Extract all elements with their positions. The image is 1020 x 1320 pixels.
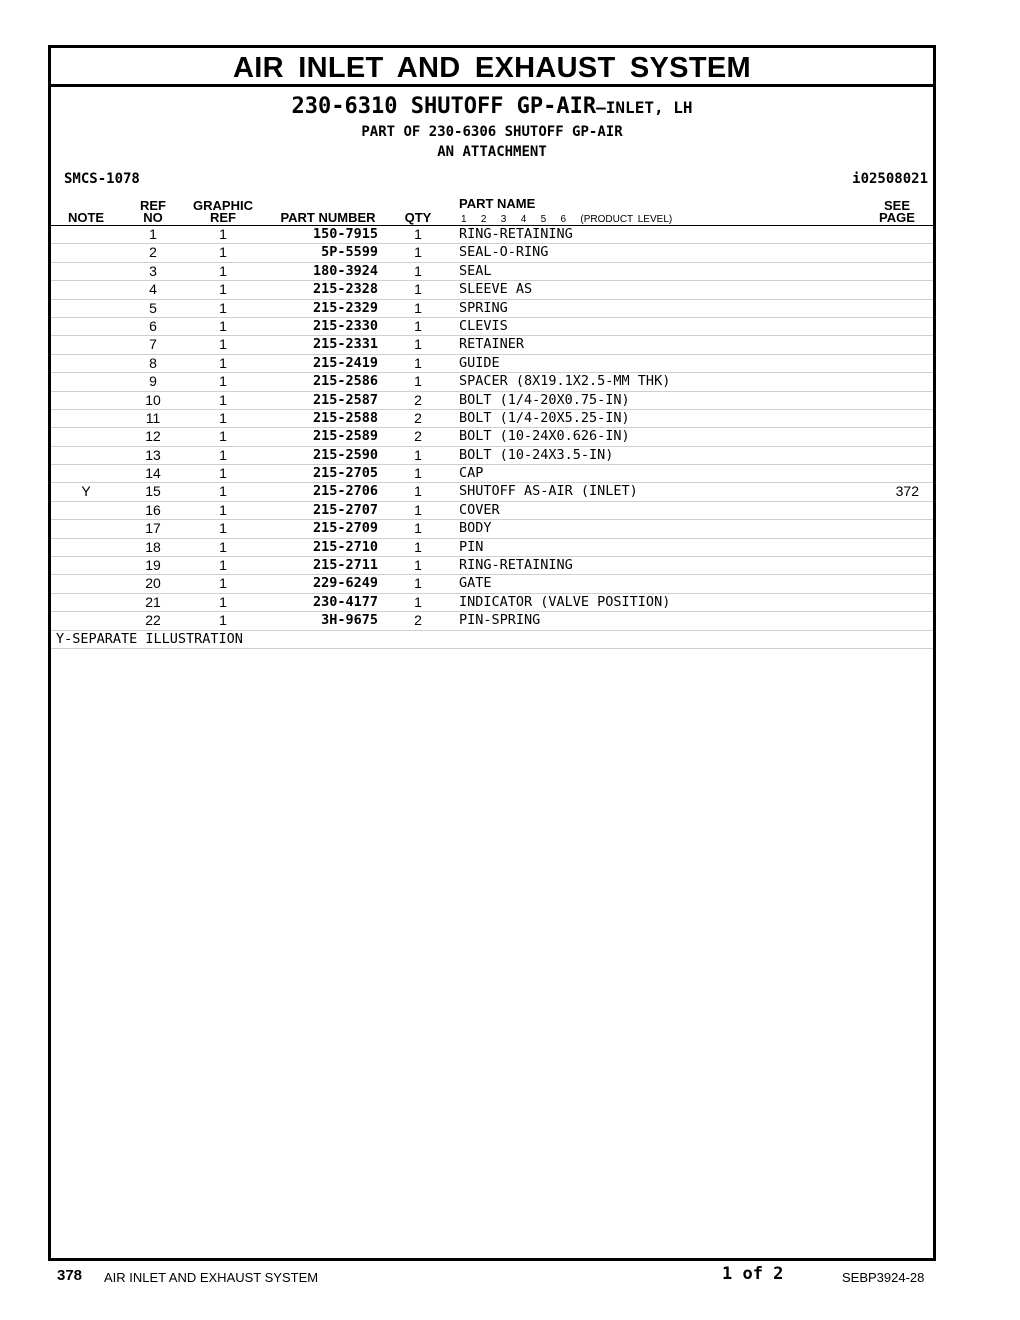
graphic-ref-cell: 1 xyxy=(219,262,227,279)
part-name-cell: SEAL xyxy=(459,262,492,279)
ref-no-cell: 18 xyxy=(145,538,161,555)
group-suffix: —INLET, LH xyxy=(596,98,693,117)
part-name-cell: SPRING xyxy=(459,299,508,316)
footer-page-number: 378 xyxy=(57,1267,83,1284)
section-title-bar xyxy=(51,48,933,87)
table-row xyxy=(51,226,933,244)
table-row xyxy=(51,336,933,354)
table-row xyxy=(51,263,933,281)
col-ref-bottom: NO xyxy=(143,210,163,225)
group-title xyxy=(51,94,933,121)
see-page-cell: 372 xyxy=(895,483,919,500)
ref-no-cell: 15 xyxy=(145,483,161,500)
graphic-ref-cell: 1 xyxy=(219,575,227,592)
part-number-cell: 215-2590 xyxy=(312,446,378,463)
col-qty: QTY xyxy=(404,210,432,225)
graphic-ref-cell: 1 xyxy=(219,446,227,463)
graphic-ref-cell: 1 xyxy=(219,373,227,390)
part-number-cell: 215-2589 xyxy=(312,428,378,445)
graphic-ref-cell: 1 xyxy=(219,501,227,518)
ref-no-cell: 11 xyxy=(145,409,161,426)
ref-no-cell: 20 xyxy=(145,575,161,592)
ref-no-cell: 4 xyxy=(149,281,157,298)
part-of-line: PART OF 230-6306 SHUTOFF GP-AIR xyxy=(361,124,623,140)
qty-cell: 1 xyxy=(414,520,422,537)
part-number-cell: 215-2709 xyxy=(312,520,378,537)
graphic-ref-cell: 1 xyxy=(219,299,227,316)
qty-cell: 2 xyxy=(414,612,422,629)
ref-no-cell: 2 xyxy=(149,244,157,261)
page-footer xyxy=(0,1266,1020,1288)
part-name-cell: COVER xyxy=(459,501,500,518)
table-row xyxy=(51,318,933,336)
part-name-cell: CLEVIS xyxy=(459,317,508,334)
graphic-ref-cell: 1 xyxy=(219,483,227,500)
part-number-cell: 3H-9675 xyxy=(321,612,378,629)
part-number-cell: 215-2419 xyxy=(312,354,378,371)
qty-cell: 1 xyxy=(414,226,422,242)
table-row xyxy=(51,300,933,318)
graphic-ref-cell: 1 xyxy=(219,244,227,261)
table-row xyxy=(51,373,933,391)
part-number-cell: 180-3924 xyxy=(312,262,378,279)
table-row xyxy=(51,612,933,630)
table-row xyxy=(51,557,933,575)
part-name-cell: SPACER (8X19.1X2.5-MM THK) xyxy=(459,373,671,390)
graphic-ref-cell: 1 xyxy=(219,612,227,629)
part-number-cell: 150-7915 xyxy=(312,226,378,242)
part-number-cell: 5P-5599 xyxy=(321,244,378,261)
graphic-ref-cell: 1 xyxy=(219,317,227,334)
table-row xyxy=(51,355,933,373)
part-name-cell: PIN-SPRING xyxy=(459,612,541,629)
ref-no-cell: 19 xyxy=(145,557,161,574)
part-name-cell: INDICATOR (VALVE POSITION) xyxy=(459,593,671,610)
col-part-number: PART NUMBER xyxy=(280,210,376,225)
qty-cell: 1 xyxy=(414,244,422,261)
attachment-line: AN ATTACHMENT xyxy=(437,144,547,160)
group-number: 230-6310 xyxy=(291,94,398,119)
col-product-level: 1 2 3 4 5 6 (PRODUCT LEVEL) xyxy=(461,214,673,225)
table-row xyxy=(51,502,933,520)
ref-no-cell: 5 xyxy=(149,299,157,316)
footer-page-of: 1 of 2 xyxy=(722,1264,784,1284)
part-name-cell: SHUTOFF AS-AIR (INLET) xyxy=(459,483,638,500)
part-number-cell: 215-2710 xyxy=(312,538,378,555)
table-row xyxy=(51,244,933,262)
qty-cell: 1 xyxy=(414,317,422,334)
ref-no-cell: 1 xyxy=(149,226,157,242)
part-number-cell: 215-2706 xyxy=(312,483,378,500)
graphic-ref-cell: 1 xyxy=(219,465,227,482)
part-number-cell: 215-2711 xyxy=(312,557,378,574)
col-part-name: PART NAME xyxy=(459,196,536,211)
part-number-cell: 215-2330 xyxy=(312,317,378,334)
qty-cell: 1 xyxy=(414,501,422,518)
part-name-cell: BODY xyxy=(459,520,492,537)
graphic-ref-cell: 1 xyxy=(219,557,227,574)
qty-cell: 1 xyxy=(414,281,422,298)
part-name-cell: BOLT (1/4-20X5.25-IN) xyxy=(459,409,630,426)
ref-no-cell: 10 xyxy=(145,391,161,408)
table-row xyxy=(51,428,933,446)
part-name-cell: CAP xyxy=(459,465,484,482)
page-frame xyxy=(48,45,936,1261)
part-name-cell: BOLT (1/4-20X0.75-IN) xyxy=(459,391,630,408)
table-row xyxy=(51,483,933,501)
graphic-ref-cell: 1 xyxy=(219,391,227,408)
qty-cell: 1 xyxy=(414,575,422,592)
graphic-ref-cell: 1 xyxy=(219,593,227,610)
col-graphic-bottom: REF xyxy=(210,210,236,225)
part-name-cell: SLEEVE AS xyxy=(459,281,533,298)
part-name-cell: RETAINER xyxy=(459,336,525,353)
table-row xyxy=(51,594,933,612)
part-name-cell: GUIDE xyxy=(459,354,500,371)
ref-no-cell: 6 xyxy=(149,317,157,334)
graphic-ref-cell: 1 xyxy=(219,226,227,242)
parts-table xyxy=(51,226,933,649)
ref-no-cell: 7 xyxy=(149,336,157,353)
qty-cell: 1 xyxy=(414,557,422,574)
table-row xyxy=(51,392,933,410)
illustration-id: i02508021 xyxy=(852,171,928,187)
qty-cell: 1 xyxy=(414,446,422,463)
part-name-cell: PIN xyxy=(459,538,484,555)
table-row xyxy=(51,410,933,428)
qty-cell: 1 xyxy=(414,336,422,353)
qty-cell: 2 xyxy=(414,391,422,408)
qty-cell: 1 xyxy=(414,538,422,555)
part-number-cell: 230-4177 xyxy=(312,593,378,610)
footer-doc-id: SEBP3924-28 xyxy=(842,1270,925,1285)
note-cell: Y xyxy=(81,483,91,500)
part-number-cell: 229-6249 xyxy=(312,575,378,592)
qty-cell: 1 xyxy=(414,373,422,390)
qty-cell: 1 xyxy=(414,354,422,371)
group-name: SHUTOFF GP-AIR xyxy=(410,94,597,119)
qty-cell: 2 xyxy=(414,409,422,426)
part-name-cell: BOLT (10-24X3.5-IN) xyxy=(459,446,614,463)
table-row xyxy=(51,539,933,557)
part-name-cell: SEAL-O-RING xyxy=(459,244,549,261)
graphic-ref-cell: 1 xyxy=(219,281,227,298)
part-number-cell: 215-2329 xyxy=(312,299,378,316)
qty-cell: 2 xyxy=(414,428,422,445)
ref-no-cell: 16 xyxy=(145,501,161,518)
ref-no-cell: 22 xyxy=(145,612,161,629)
ref-no-cell: 17 xyxy=(145,520,161,537)
part-number-cell: 215-2328 xyxy=(312,281,378,298)
ref-no-cell: 12 xyxy=(145,428,161,445)
table-header xyxy=(51,193,933,226)
col-graphic-top: GRAPHIC xyxy=(193,198,253,213)
qty-cell: 1 xyxy=(414,593,422,610)
part-name-cell: RING-RETAINING xyxy=(459,226,573,242)
qty-cell: 1 xyxy=(414,465,422,482)
part-number-cell: 215-2588 xyxy=(312,409,378,426)
graphic-ref-cell: 1 xyxy=(219,336,227,353)
col-ref-top: REF xyxy=(140,198,166,213)
graphic-ref-cell: 1 xyxy=(219,538,227,555)
footnote-text: Y-SEPARATE ILLUSTRATION xyxy=(56,630,243,647)
part-name-cell: RING-RETAINING xyxy=(459,557,573,574)
section-title: AIR INLET AND EXHAUST SYSTEM xyxy=(233,52,751,84)
ref-no-cell: 8 xyxy=(149,354,157,371)
part-number-cell: 215-2587 xyxy=(312,391,378,408)
qty-cell: 1 xyxy=(414,262,422,279)
part-number-cell: 215-2707 xyxy=(312,501,378,518)
ref-no-cell: 9 xyxy=(149,373,157,390)
part-number-cell: 215-2586 xyxy=(312,373,378,390)
qty-cell: 1 xyxy=(414,299,422,316)
ref-no-cell: 3 xyxy=(149,262,157,279)
table-row xyxy=(51,520,933,538)
table-row xyxy=(51,447,933,465)
ref-no-cell: 13 xyxy=(145,446,161,463)
col-see-top: SEE xyxy=(883,198,910,213)
part-number-cell: 215-2705 xyxy=(312,465,378,482)
graphic-ref-cell: 1 xyxy=(219,354,227,371)
ref-no-cell: 14 xyxy=(145,465,161,482)
col-note: NOTE xyxy=(67,210,105,225)
part-number-cell: 215-2331 xyxy=(312,336,378,353)
table-row xyxy=(51,575,933,593)
graphic-ref-cell: 1 xyxy=(219,409,227,426)
part-name-cell: GATE xyxy=(459,575,492,592)
footnote-row xyxy=(51,631,933,649)
table-row xyxy=(51,465,933,483)
ref-no-cell: 21 xyxy=(145,593,161,610)
graphic-ref-cell: 1 xyxy=(219,520,227,537)
footer-section: AIR INLET AND EXHAUST SYSTEM xyxy=(104,1270,319,1285)
qty-cell: 1 xyxy=(414,483,422,500)
table-row xyxy=(51,281,933,299)
col-see-bottom: PAGE xyxy=(879,210,915,225)
graphic-ref-cell: 1 xyxy=(219,428,227,445)
smcs-code: SMCS-1078 xyxy=(64,171,140,187)
part-name-cell: BOLT (10-24X0.626-IN) xyxy=(459,428,630,445)
